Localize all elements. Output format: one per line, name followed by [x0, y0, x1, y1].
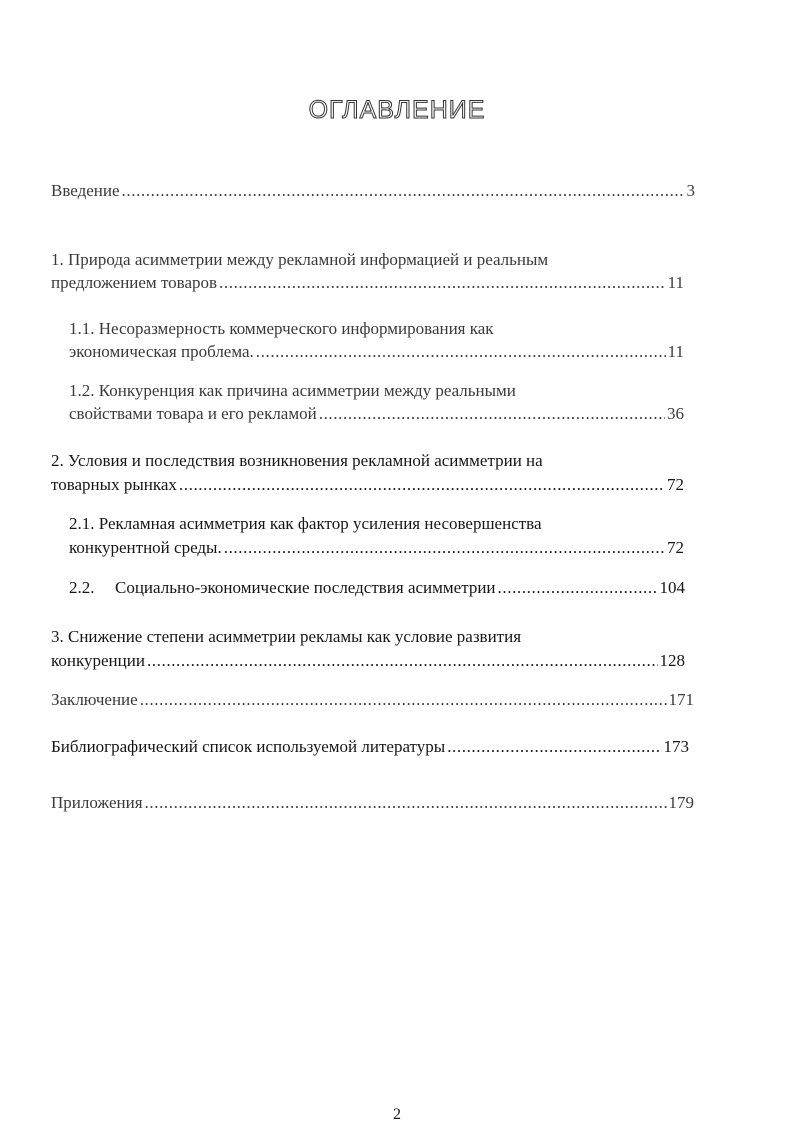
toc-entry-label: Библиографический список используемой литературы — [51, 737, 446, 756]
toc-entry-label: конкурентной среды. — [69, 538, 222, 557]
leader-dots — [319, 403, 665, 425]
toc-entry-label: Заключение — [51, 690, 138, 709]
leader-dots — [147, 650, 658, 672]
toc-entry-ch1[interactable] — [51, 272, 684, 294]
toc-entry-page: 173 — [663, 737, 689, 756]
toc-entry-page: 171 — [668, 690, 694, 709]
toc-entry-s1-1[interactable] — [69, 341, 684, 363]
toc-entry-intro[interactable] — [51, 180, 695, 202]
toc-entry-appendices[interactable] — [51, 792, 694, 814]
toc-entry-label: свойствами товара и его рекламой — [69, 404, 317, 423]
leader-dots — [179, 474, 665, 496]
toc-entry-ch3-line1[interactable]: 3. Снижение степени асимметрии рекламы как условие развития — [51, 627, 522, 646]
toc-entry-label: Приложения — [51, 793, 143, 812]
toc-entry-ch1-line1[interactable]: 1. Природа асимметрии между рекламной информацией и реальным — [51, 250, 549, 269]
leader-dots — [224, 537, 665, 559]
toc-entry-label: предложением товаров — [51, 273, 218, 292]
toc-entry-label: Введение — [51, 181, 120, 200]
leader-dots — [122, 180, 685, 202]
leader-dots — [145, 792, 667, 814]
toc-entry-page: 11 — [667, 342, 684, 361]
leader-dots — [219, 272, 666, 294]
toc-entry-page: 104 — [659, 578, 685, 597]
toc-entry-s1-1-line1[interactable]: 1.1. Несоразмерность коммерческого информирования как — [69, 319, 494, 338]
toc-entry-label: Социально-экономические последствия асимметрии — [115, 578, 496, 597]
toc-entry-page: 3 — [686, 181, 695, 200]
toc-entry-page: 128 — [659, 651, 685, 670]
toc-entry-label: экономическая проблема. — [69, 342, 254, 361]
toc-entry-ch2[interactable] — [51, 474, 684, 496]
leader-dots — [140, 689, 667, 711]
toc-entry-label: конкуренции — [51, 651, 145, 670]
toc-entry-label: товарных рынках — [51, 475, 177, 494]
toc-entry-number: 2.2. — [69, 578, 95, 597]
leader-dots — [447, 736, 661, 758]
toc-entry-s1-2-line1[interactable]: 1.2. Конкуренция как причина асимметрии между реальными — [69, 381, 516, 400]
toc-entry-page: 72 — [667, 538, 684, 557]
leader-dots — [256, 341, 666, 363]
toc-entry-s2-1-line1[interactable]: 2.1. Рекламная асимметрия как фактор усиления несовершенства — [69, 514, 542, 533]
leader-dots — [498, 577, 658, 599]
page-number: 2 — [393, 1106, 401, 1123]
toc-entry-page: 179 — [668, 793, 694, 812]
toc-entry-page: 36 — [667, 404, 684, 423]
toc-entry-s1-2[interactable] — [69, 403, 684, 425]
toc-entry-page: 72 — [667, 475, 684, 494]
toc-entry-ch3[interactable] — [51, 650, 685, 672]
toc-entry-ch2-line1[interactable]: 2. Условия и последствия возникновения рекламной асимметрии на — [51, 451, 543, 470]
toc-entry-s2-1[interactable] — [69, 537, 684, 559]
toc-entry-conclusion[interactable] — [51, 689, 694, 711]
toc-entry-s2-2[interactable] — [69, 577, 685, 599]
toc-entry-bibliography[interactable] — [51, 736, 689, 758]
toc-entry-page: 11 — [667, 273, 684, 292]
toc-title: ОГЛАВЛЕНИЕ — [308, 96, 486, 124]
